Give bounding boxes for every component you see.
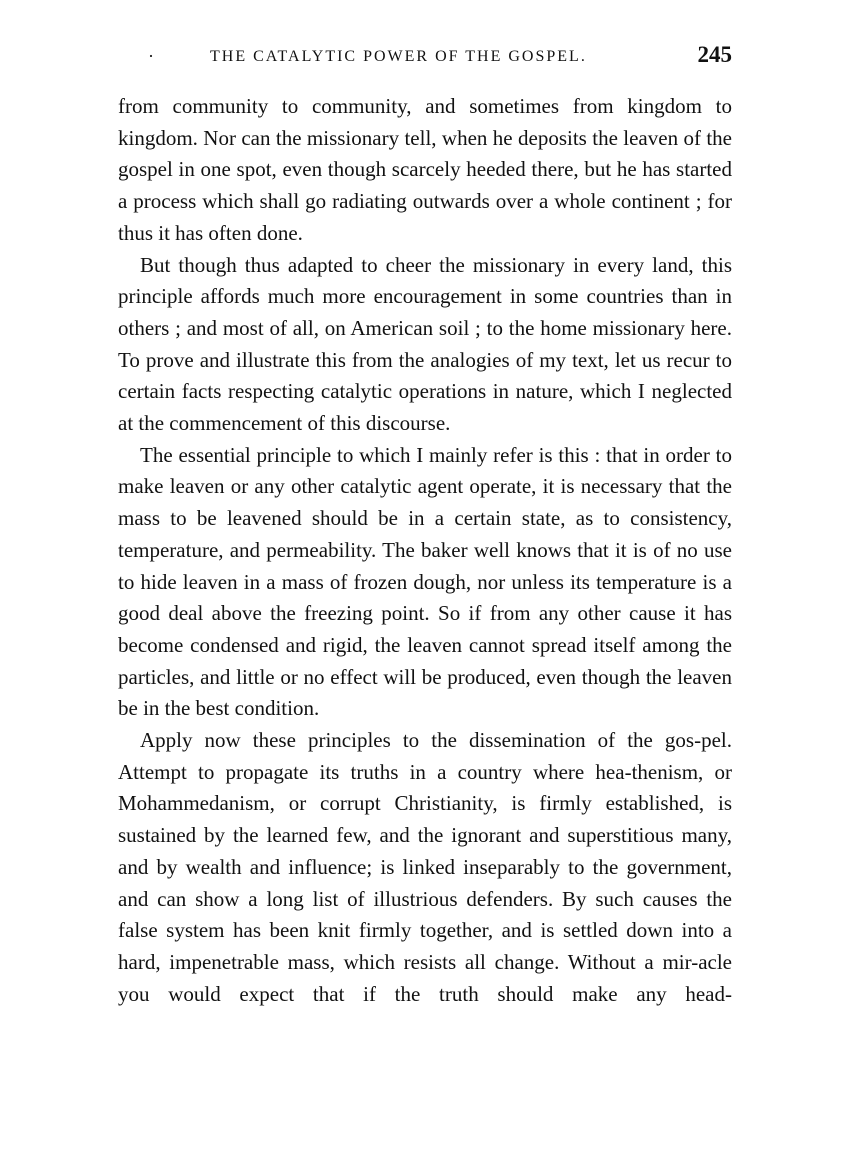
page-header: [118, 44, 732, 74]
paragraph-continued: from community to community, and sometimes from kingdom to kingdom. Nor can the missionary tell, when he deposits the leaven of the gospel in one spot, even though scarcely heeded there, but he has started a process which shall go radiating outwards over a whole continent ; for thus it has often done.: [118, 94, 732, 245]
page-body: [118, 91, 732, 1010]
running-head: THE CATALYTIC POWER OF THE GOSPEL.: [210, 48, 587, 65]
paragraph: Apply now these principles to the dissemination of the gos-pel. Attempt to propagate its truths in a country where hea-thenism, or Mohammedanism, or corrupt Christianity, is firmly established, is sustained by the learned few, and the ignorant and superstitious many, and by wealth and influence; is linked inseparably to the government, and can show a long list of illustrious defenders. By such causes the false system has been knit firmly together, and is settled down into a hard, impenetrable mass, which resists all change. Without a mir-acle you would expect that if the truth should make any head-: [118, 728, 732, 1006]
page-number: 245: [697, 42, 732, 67]
header-ornament: ·: [148, 46, 154, 66]
paragraph: The essential principle to which I mainly refer is this : that in order to make leaven or any other catalytic agent operate, it is necessary that the mass to be leavened should be in a certain state, as to consistency, temperature, and permeability. The baker well knows that it is of no use to hide leaven in a mass of frozen dough, nor unless its temperature is a good deal above the freezing point. So if from any other cause it has become condensed and rigid, the leaven cannot spread itself among the particles, and little or no effect will be produced, even though the leaven be in the best condition.: [118, 442, 732, 721]
paragraph: But though thus adapted to cheer the missionary in every land, this principle affords much more encouragement in some countries than in others ; and most of all, on American soil ; to the home missionary here. To prove and illustrate this from the analogies of my text, let us recur to certain facts respecting catalytic operations in nature, which I neglected at the commencement of this discourse.: [118, 252, 732, 436]
